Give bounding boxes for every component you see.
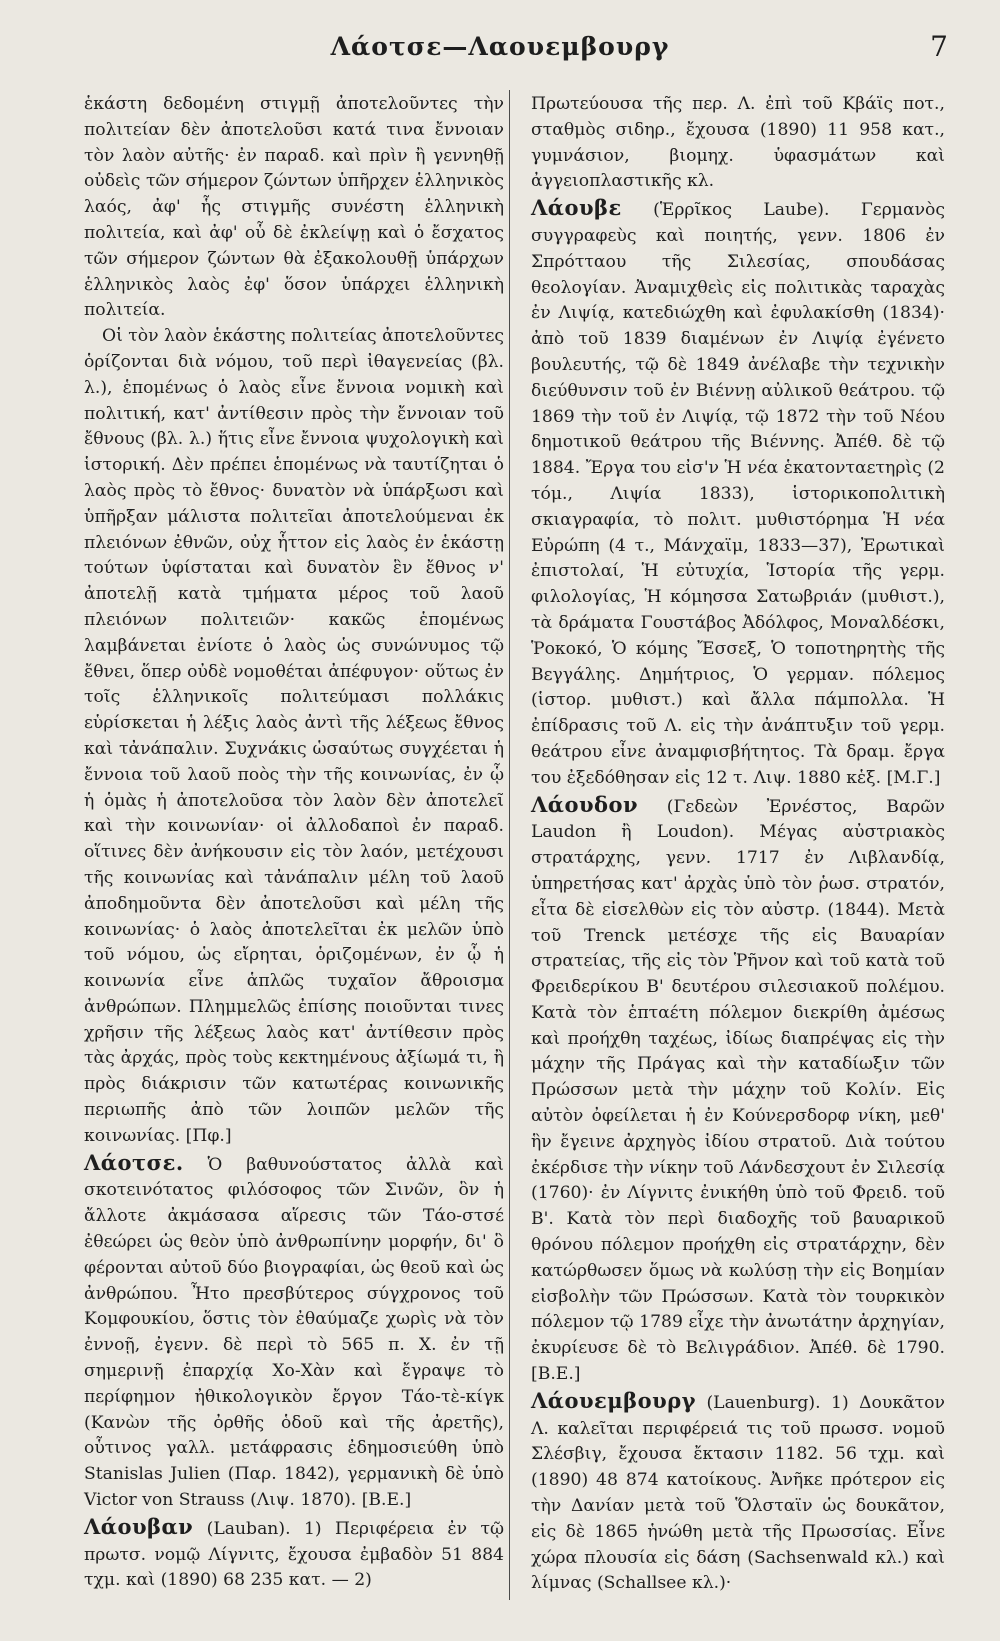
right-column bbox=[531, 92, 945, 1597]
entry-body: (Γεδεὼν Ἐρνέστος, Βαρῶν Laudon ἢ Loudon). Μέγας αὐστριακὸς στρατάρχης, γενν. 1717 ἐν Λιβλανδίᾳ, ὑπηρετήσας κατ' ἀρχὰς ὑπὸ τὸν ῥωσ. στρατόν, εἶτα δὲ εἰσελθὼν εἰς τὸν αὐστρ. (1844). Μετὰ τοῦ Trenck μετέσχε τῆς εἰς Βαυαρίαν στρατείας, τῆς εἰς τὸν Ῥῆνον καὶ τοῦ κατὰ τοῦ Φρειδερίκου Β' δευτέρου σιλεσιακοῦ πολέμου. Κατὰ τὸν ἑπταέτη πόλεμον διεκρίθη ἀμέσως καὶ προήχθη ταχέως, ἰδίως διαπρέψας εἰς τὴν μάχην τῆς Πράγας καὶ τὴν καταδίωξιν τῶν Πρώσσων μετὰ τὴν μάχην τοῦ Κολίν. Εἰς αὐτὸν ὀφείλεται ἡ ἐν Κούνερσδορφ νίκη, μεθ' ἣν ἔγεινε ἀρχηγὸς ἰδίου στρατοῦ. Διὰ τούτου ἐκέρδισε τὴν νίκην τοῦ Λάνδεσχουτ ἐν Σιλεσίᾳ (1760)· ἐν Λίγνιτς ἐνικήθη ὑπὸ τοῦ Φρειδ. τοῦ Β'. Κατὰ τὸν περὶ διαδοχῆς τοῦ βαυαρικοῦ θρόνου πόλεμον προήχθη εἰς στρατάρχην, δὲν κατώρθωσεν ὅμως νὰ κωλύσῃ τὴν εἰς Βοημίαν εἰσβολὴν τῶν Πρώσσων. Κατὰ τὸν τουρκικὸν πόλεμον τῷ 1789 εἶχε τὴν ἀνωτάτην ἀρχηγίαν, ἐκυρίευσε δὲ τὸ Βελιγράδιον. Ἀπέθ. δὲ 1790. [Β.Ε.] bbox=[531, 796, 945, 1385]
column-divider bbox=[509, 90, 510, 1600]
entry-laotse bbox=[84, 1150, 504, 1514]
entry-body: Ὁ βαθυνούστατος ἀλλὰ καὶ σκοτεινότατος φιλόσοφος τῶν Σινῶν, ὃν ἡ ἄλλοτε ἀκμάσασα αἵρεσις τῶν Τάο-στσέ ἐθεώρει ὡς θεὸν ὑπὸ ἀνθρωπίνην μορφήν, δι' ὃ φέρονται αὐτοῦ δύο βιογραφίαι, ὡς θεοῦ καὶ ὡς ἀνθρώπου. Ἦτο πρεσβύτερος σύγχρονος τοῦ Κομφουκίου, ὅστις τὸν ἐθαύμαζε χωρὶς νὰ τὸν ἐννοῇ, ἐγενν. δὲ περὶ τὸ 565 π. Χ. ἐν τῇ σημερινῇ ἐπαρχίᾳ Χο-Χὰν καὶ ἔγραψε τὸ περίφημον ἠθικολογικὸν ἔργον Τάο-τὲ-κίγκ (Κανὼν τῆς ὀρθῆς ὁδοῦ καὶ τῆς ἀρετῆς), οὗτινος γαλλ. μετάφρασις ἐδημοσιεύθη ὑπὸ Stanislas Julien (Παρ. 1842), γερμανικὴ δὲ ὑπὸ Victor von Strauss (Λιψ. 1870). [Β.Ε.] bbox=[84, 1154, 504, 1511]
entry-headword: Λάουβαν bbox=[84, 1513, 194, 1539]
entry-body: (Lauenburg). 1) Δουκᾶτον Λ. καλεῖται περιφέρειά τις τοῦ πρωσσ. νομοῦ Σλέσβιγ, ἔχουσα ἔκτασιν 1182. 56 τχμ. καὶ (1890) 48 874 κατοίκους. Ἀνῆκε πρότερον εἰς τὴν Δανίαν μετὰ τοῦ Ὅλσταϊν ὡς δουκᾶτον, εἰς δὲ 1865 ἡνώθη μετὰ τῆς Πρωσσίας. Εἶνε χώρα πλουσία εἰς δάση (Sachsenwald κλ.) καὶ λίμνας (Schallsee κλ.)· bbox=[531, 1392, 945, 1594]
page-title: Λάοτσε—Λαουεμβουργ bbox=[330, 32, 670, 61]
paragraph: Οἱ τὸν λαὸν ἑκάστης πολιτείας ἀποτελοῦντες ὁρίζονται διὰ νόμου, τοῦ περὶ ἰθαγενείας (βλ. λ.), ἑπομένως ὁ λαὸς εἶνε ἔννοια νομικὴ καὶ πολιτική, κατ' ἀντίθεσιν πρὸς τὴν ἔννοιαν τοῦ ἔθνους (βλ. λ.) ἥτις εἶνε ἔννοια ψυχολογικὴ καὶ ἱστορική. Δὲν πρέπει ἑπομένως νὰ ταυτίζηται ὁ λαὸς πρὸς τὸ ἔθνος· δυνατὸν νὰ ὑπάρξωσι καὶ ὑπῆρξαν μάλιστα πολιτεῖαι ἀποτελούμεναι ἐκ πλειόνων ἐθνῶν, οὐχ ἧττον εἰς λαὸς ἐν ἑκάστῃ τούτων ὑφίσταται καὶ δυνατὸν ἓν ἔθνος ν' ἀποτελῇ κατὰ τμήματα μέρος τοῦ λαοῦ πλειόνων πολιτειῶν· κακῶς ἑπομένως λαμβάνεται ἐνίοτε ὁ λαὸς ὡς συνώνυμος τῷ ἔθνει, ὅπερ οὐδὲ νομοθέται ἀπέφυγον· οὕτως ἐν τοῖς ἑλληνικοῖς πολιτεύμασι πολλάκις εὑρίσκεται ἡ λέξις λαὸς ἀντὶ τῆς λέξεως ἔθνος καὶ τἀνάπαλιν. Συχνάκις ὡσαύτως συγχέεται ἡ ἔννοια τοῦ λαοῦ ποὸς τὴν τῆς κοινωνίας, ἐν ᾧ ἡ ὁμὰς ἡ ἀποτελοῦσα τὸν λαὸν δὲν ἀποτελεῖ καὶ τὴν κοινωνίαν· οἱ ἀλλοδαποὶ ἐν παραδ. οἵτινες δὲν ἀνήκουσιν εἰς τὸν λαόν, μετέχουσι τῆς κοινωνίας καὶ τἀνάπαλιν μέλη τοῦ λαοῦ ἀποδημοῦντα δὲν ἀποτελοῦσι καὶ μέλη τῆς κοινωνίας· ὁ λαὸς ἀποτελεῖται ἐκ μελῶν ὑπὸ τοῦ νόμου, ὡς εἴρηται, ὁριζομένων, ἐν ᾧ ἡ κοινωνία εἶνε ἁπλῶς τυχαῖον ἄθροισμα ἀνθρώπων. Πλημμελῶς ἐπίσης ποιοῦνται τινες χρῆσιν τῆς λέξεως λαὸς κατ' ἀντίθεσιν πρὸς τὰς ἀρχάς, πρὸς τοὺς κεκτημένους ἀξίωμά τι, ἢ πρὸς διάκρισιν τῶν κατωτέρας κοινωνικῆς περιωπῆς ἀπὸ τῶν λοιπῶν μελῶν τῆς κοινωνίας. [Πφ.] bbox=[84, 326, 504, 1146]
entry-headword: Λάουβε bbox=[531, 195, 622, 221]
entry-lauenburg bbox=[531, 1388, 945, 1597]
entry-headword: Λάουδον bbox=[531, 791, 639, 817]
continued-paragraph: Πρωτεύουσα τῆς περ. Λ. ἐπὶ τοῦ Κβάϊς ποτ., σταθμὸς σιδηρ., ἔχουσα (1890) 11 958 κατ., γυμνάσιον, βιομηχ. ὑφασμάτων καὶ ἀγγειοπλαστικῆς κλ. bbox=[531, 94, 945, 192]
entry-body: (Ἑρρῖκος Laube). Γερμανὸς συγγραφεὺς καὶ ποιητής, γενν. 1806 ἐν Σπρότταου τῆς Σιλεσίας, σπουδάσας θεολογίαν. Ἀναμιχθεὶς εἰς πολιτικὰς ταραχὰς ἐν Λιψίᾳ, κατεδιώχθη καὶ ἐφυλακίσθη (1834)· ἀπὸ τοῦ 1839 διαμένων ἐν Λιψίᾳ ἐγένετο βουλευτής, τῷ δὲ 1849 ἀνέλαβε τὴν τεχνικὴν διεύθυνσιν τοῦ ἐν Βιέννῃ αὐλικοῦ θεάτρου. τῷ 1869 τὴν τοῦ ἐν Λιψίᾳ, τῷ 1872 τὴν τοῦ Νέου δημοτικοῦ θεάτρου τῆς Βιέννης. Ἀπέθ. δὲ τῷ 1884. Ἔργα του εἰσ'ν Ἡ νέα ἑκατονταετηρὶς (2 τόμ., Λιψία 1833), ἱστορικοπολιτικὴ σκιαγραφία, τὸ πολιτ. μυθιστόρημα Ἡ νέα Εὐρώπη (4 τ., Μάνχαϊμ, 1833—37), Ἐρωτικαὶ ἐπιστολαί, Ἡ εὐτυχία, Ἱστορία τῆς γερμ. φιλολογίας, Ἡ κόμησσα Σατωβριάν (μυθιστ.), τὰ δράματα Γουστάβος Ἀδόλφος, Μοναλδέσκι, Ῥοκοκό, Ὁ κόμης Ἔσσεξ, Ὁ τοποτηρητὴς τῆς Βεγγάλης. Δημήτριος, Ὁ γερμαν. πόλεμος (ἱστορ. μυθιστ.) καὶ ἄλλα πάμπολλα. Ἡ ἐπίδρασις τοῦ Λ. εἰς τὴν ἀνάπτυξιν τοῦ γερμ. θεάτρου εἶνε ἀναμφισβήτητος. Τὰ δραμ. ἔργα του ἐξεδόθησαν εἰς 12 τ. Λιψ. 1880 κἑξ. [Μ.Γ.] bbox=[531, 200, 945, 788]
running-head bbox=[0, 28, 1000, 68]
entry-headword: Λάουεμβουργ bbox=[531, 1387, 697, 1413]
page-number: 7 bbox=[930, 30, 948, 63]
entry-headword: Λάοτσε. bbox=[84, 1149, 184, 1175]
entry-laudon bbox=[531, 792, 945, 1388]
left-column bbox=[84, 92, 504, 1594]
continued-paragraph: ἑκάστη δεδομένη στιγμῇ ἀποτελοῦντες τὴν πολιτείαν δὲν ἀποτελοῦσι κατά τινα ἔννοιαν τὸν λαὸν αὐτῆς· ἐν παραδ. καὶ πρὶν ἢ γεννηθῇ οὐδεὶς τῶν σήμερον ζώντων ὑπῆρχεν ἑλληνικὸς λαός, ἀφ' ἧς στιγμῆς συνέστη ἑλληνικὴ πολιτεία, καὶ ἀφ' οὗ δὲ ἐκλείψῃ καὶ ὁ ἔσχατος τῶν σήμερον ζώντων θὰ ἐξακολουθῇ ὑπάρχων ἑλληνικὸς λαὸς ἐφ' ὅσον ὑπάρχει ἑλληνικὴ πολιτεία. bbox=[84, 94, 504, 321]
entry-body: (Lauban). 1) Περιφέρεια ἐν τῷ πρωτσ. νομῷ Λίγνιτς, ἔχουσα ἐμβαδὸν 51 884 τχμ. καὶ (1890) 68 235 κατ. — 2) bbox=[84, 1518, 504, 1591]
entry-laube bbox=[531, 195, 945, 791]
entry-lauban bbox=[84, 1514, 504, 1594]
